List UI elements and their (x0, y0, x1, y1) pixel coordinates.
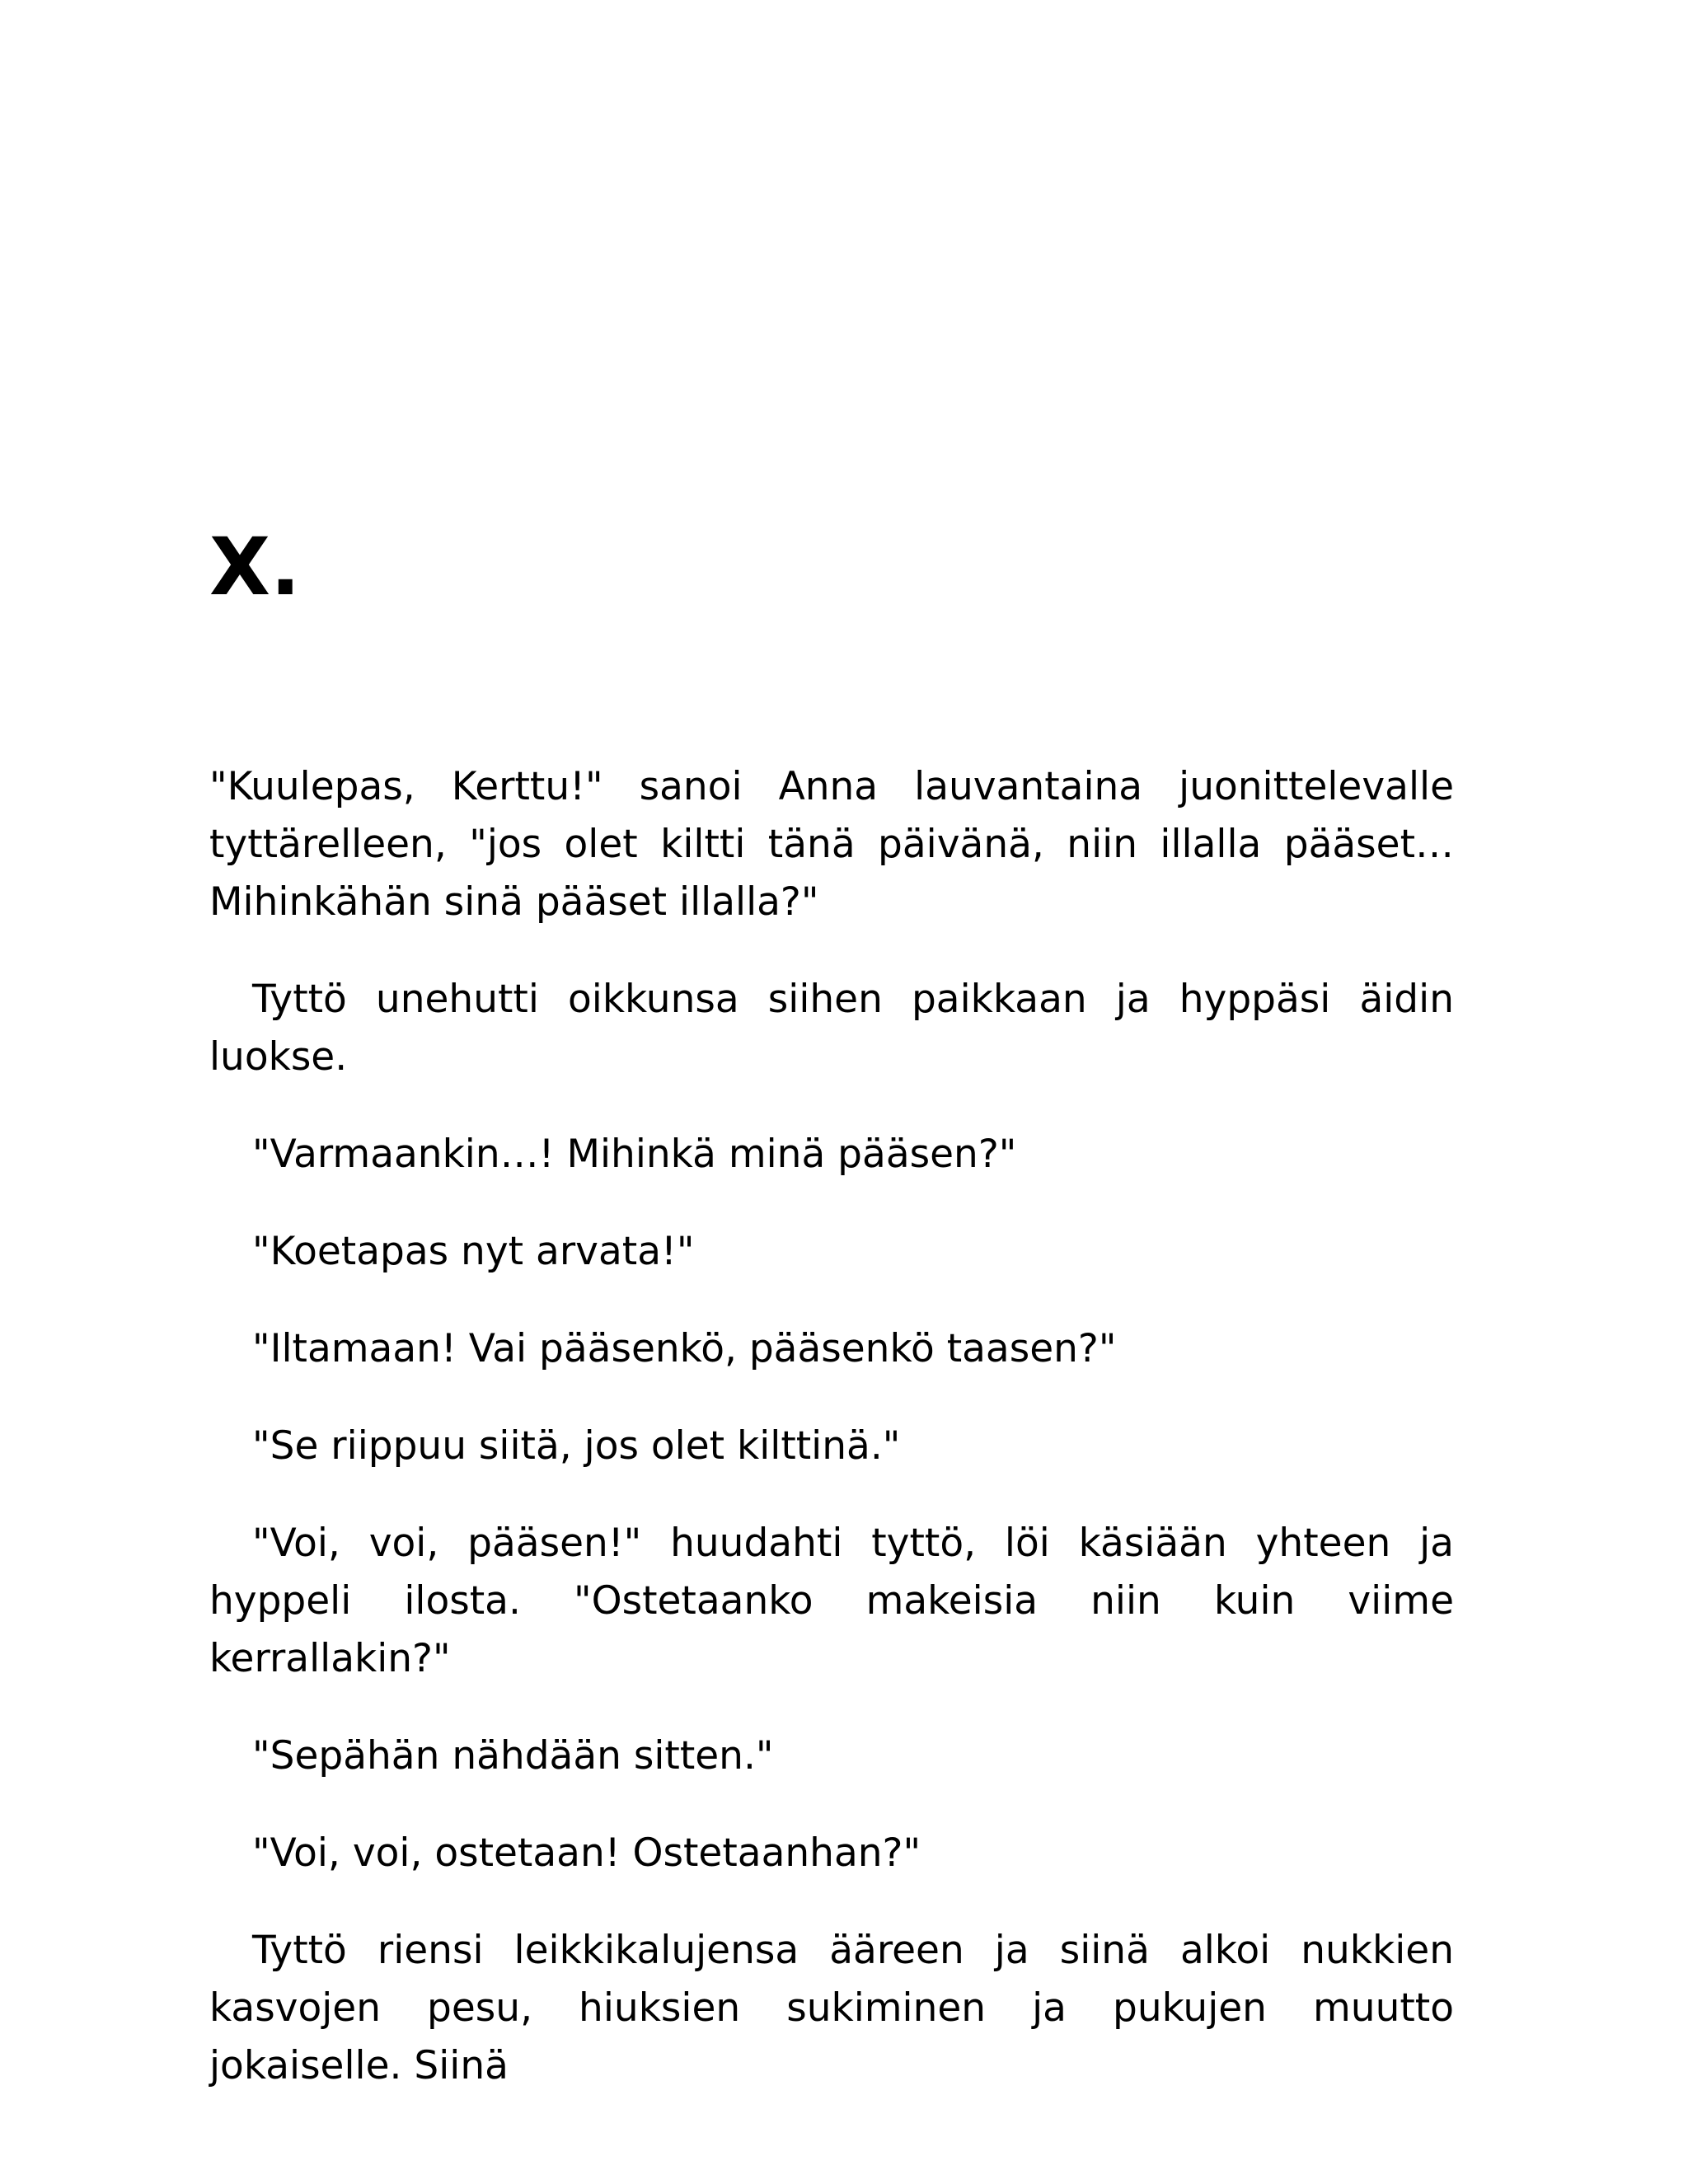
paragraph: "Kuulepas, Kerttu!" sanoi Anna lauvantaina juonittelevalle tyttärelleen, "jos olet kiltti tänä päivänä, niin illalla pääset… Mihinkähän sinä pääset illalla?" (209, 764, 1454, 925)
paragraph: "Koetapas nyt arvata!" (252, 1229, 695, 1274)
paragraph: "Voi, voi, pääsen!" huudahti tyttö, löi käsiään yhteen ja hyppeli ilosta. "Ostetaanko makeisia niin kuin viime kerrallakin?" (209, 1521, 1454, 1681)
chapter-body (209, 758, 1454, 2135)
paragraph: Tyttö riensi leikkikalujensa ääreen ja siinä alkoi nukkien kasvojen pesu, hiuksien sukiminen ja pukujen muutto jokaiselle. Siinä (209, 1928, 1454, 2088)
paragraph: Tyttö unehutti oikkunsa siihen paikkaan ja hyppäsi äidin luokse. (209, 977, 1454, 1080)
paragraph: "Varmaankin…! Mihinkä minä pääsen?" (252, 1132, 1017, 1177)
chapter-heading: X. (209, 521, 301, 613)
paragraph: "Iltamaan! Vai pääsenkö, pääsenkö taasen?" (252, 1326, 1117, 1371)
paragraph: "Voi, voi, ostetaan! Ostetaanhan?" (252, 1830, 921, 1876)
paragraph: "Sepähän nähdään sitten." (252, 1733, 774, 1779)
paragraph: "Se riippuu siitä, jos olet kilttinä." (252, 1423, 901, 1469)
